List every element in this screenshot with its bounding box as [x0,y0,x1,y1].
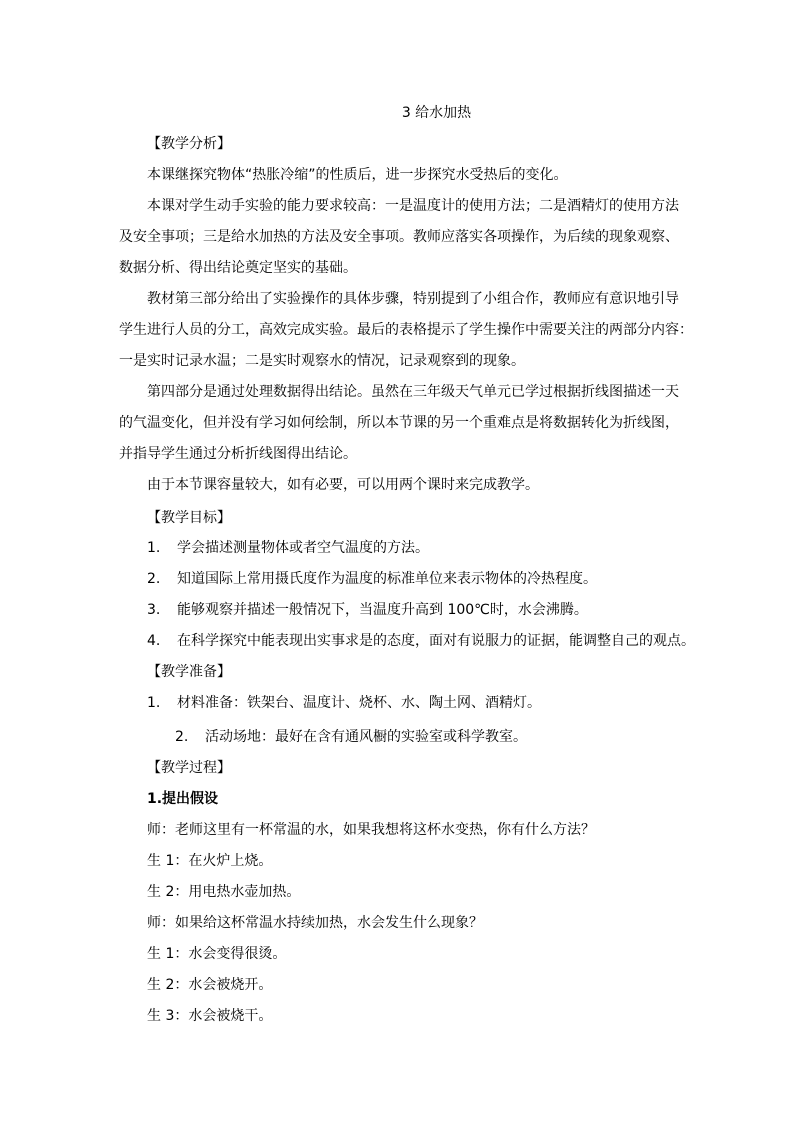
section-heading-prep: 【教学准备】 [147,664,231,680]
paragraph-line: 教材第三部分给出了实验操作的具体步骤，特别提到了小组合作，教师应有意识地引导 [147,291,679,307]
dialogue-line: 生 1：在火炉上烧。 [147,853,273,869]
paragraph-line: 本课对学生动手实验的能力要求较高：一是温度计的使用方法；二是酒精灯的使用方法 [147,198,679,214]
list-item [175,727,527,747]
subsection-heading: 1.提出假设 [147,791,219,807]
paragraph-line: 由于本节课容量较大，如有必要，可以用两个课时来完成教学。 [147,477,539,493]
page-title: 3 给水加热 [401,105,472,121]
list-item [147,569,597,589]
list-text: 在科学探究中能表现出实事求是的态度，面对有说服力的证据，能调整自己的观点。 [177,633,695,649]
list-number: 2. [175,729,189,745]
paragraph-line: 及安全事项；三是给水加热的方法及安全事项。教师应落实各项操作，为后续的现象观察、 [119,229,679,245]
list-number: 4. [147,633,161,649]
dialogue-line: 生 1：水会变得很烫。 [147,946,287,962]
list-number: 1. [147,695,161,711]
section-heading-process: 【教学过程】 [147,760,231,776]
list-text: 知道国际上常用摄氏度作为温度的标准单位来表示物体的冷热程度。 [177,571,597,587]
list-item [147,693,541,713]
list-item [147,538,429,558]
paragraph-line: 一是实时记录水温；二是实时观察水的情况，记录观察到的现象。 [119,353,525,369]
list-number: 1. [147,540,161,556]
list-number: 3. [147,602,161,618]
list-item [147,600,588,620]
section-heading-goals: 【教学目标】 [147,510,231,526]
dialogue-line: 师：老师这里有一杯常温的水，如果我想将这杯水变热，你有什么方法？ [147,822,595,838]
list-number: 2. [147,571,161,587]
list-text: 学会描述测量物体或者空气温度的方法。 [177,540,429,556]
paragraph-line: 的气温变化，但并没有学习如何绘制，所以本节课的另一个重难点是将数据转化为折线图， [119,415,679,431]
paragraph-line: 学生进行人员的分工，高效完成实验。最后的表格提示了学生操作中需要关注的两部分内容： [119,322,693,338]
paragraph-line: 并指导学生通过分析折线图得出结论。 [119,446,357,462]
list-item [147,631,695,651]
paragraph-line: 本课继探究物体“热胀冷缩”的性质后，进一步探究水受热后的变化。 [147,167,568,183]
dialogue-line: 生 2：用电热水壶加热。 [147,884,301,900]
paragraph-line: 数据分析、得出结论奠定坚实的基础。 [119,260,357,276]
list-text: 材料准备：铁架台、温度计、烧杯、水、陶土网、酒精灯。 [177,695,541,711]
list-text: 能够观察并描述一般情况下，当温度升高到 100℃时，水会沸腾。 [177,602,588,618]
dialogue-line: 生 2：水会被烧开。 [147,977,273,993]
list-text: 活动场地：最好在含有通风橱的实验室或科学教室。 [205,729,527,745]
paragraph-line: 第四部分是通过处理数据得出结论。虽然在三年级天气单元已学过根据折线图描述一天 [147,384,679,400]
dialogue-line: 师：如果给这杯常温水持续加热，水会发生什么现象？ [147,915,483,931]
dialogue-line: 生 3：水会被烧干。 [147,1008,273,1024]
section-heading-analysis: 【教学分析】 [147,136,231,152]
